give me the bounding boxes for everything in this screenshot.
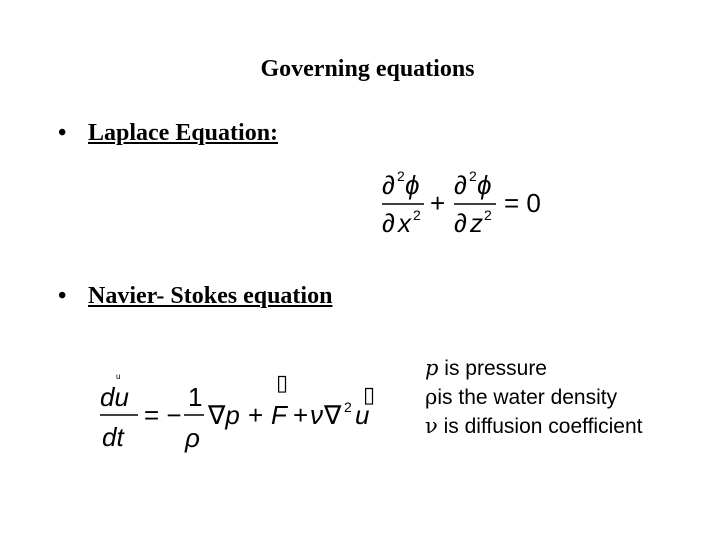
vector-box-mark: ▯ (276, 370, 289, 395)
exponent: 2 (484, 207, 492, 223)
note-diffusion (425, 412, 642, 441)
laplace-equation (378, 168, 558, 240)
pressure-gradient: ∇p (208, 400, 240, 430)
force-term: F (271, 400, 287, 430)
note-pressure (425, 354, 642, 383)
exponent: 2 (469, 168, 477, 184)
x-variable: x (398, 208, 411, 238)
du-term: du (100, 382, 129, 412)
equals-minus: = − (144, 400, 182, 430)
vector-arrow-mark: ᵘ (116, 371, 121, 385)
rho-symbol: ρ (185, 423, 200, 453)
partial-symbol: ∂ (454, 170, 467, 200)
velocity-term: u (355, 400, 370, 430)
note-symbol: ρ (425, 385, 438, 409)
exponent: 2 (413, 207, 421, 223)
note-text: is the water density (437, 386, 618, 409)
note-text: is diffusion coefficient (437, 415, 643, 438)
z-variable: z (470, 208, 483, 238)
nabla-symbol: ∇ (324, 400, 342, 430)
phi-symbol: ϕ (405, 170, 420, 200)
plus-sign: + (248, 400, 264, 430)
dt-term: dt (102, 422, 124, 452)
bullet-marker: • (58, 120, 67, 146)
bullet-navier-stokes (58, 283, 332, 310)
vector-box-mark: ▯ (363, 382, 376, 407)
partial-symbol: ∂ (382, 208, 395, 238)
bullet-laplace-label: Laplace Equation: (88, 120, 279, 146)
navier-stokes-equation (98, 372, 388, 454)
partial-symbol: ∂ (382, 170, 395, 200)
partial-symbol: ∂ (454, 208, 467, 238)
plus-sign: + (430, 188, 446, 218)
exponent: 2 (397, 168, 405, 184)
bullet-laplace (58, 120, 278, 147)
numerator-one: 1 (188, 382, 203, 412)
nu-symbol: ν (310, 400, 323, 430)
note-text: is pressure (438, 357, 547, 380)
slide-title: Governing equations (260, 56, 475, 82)
note-density (425, 383, 642, 412)
bullet-navier-stokes-label: Navier- Stokes equation (88, 283, 333, 309)
note-symbol: ν (425, 414, 438, 438)
bullet-marker: • (58, 283, 67, 309)
variable-notes (425, 354, 642, 441)
note-symbol: p (425, 356, 439, 380)
equals-zero: = 0 (504, 188, 541, 218)
phi-symbol: ϕ (477, 170, 492, 200)
plus-sign: + (293, 400, 309, 430)
exponent: 2 (344, 399, 352, 415)
